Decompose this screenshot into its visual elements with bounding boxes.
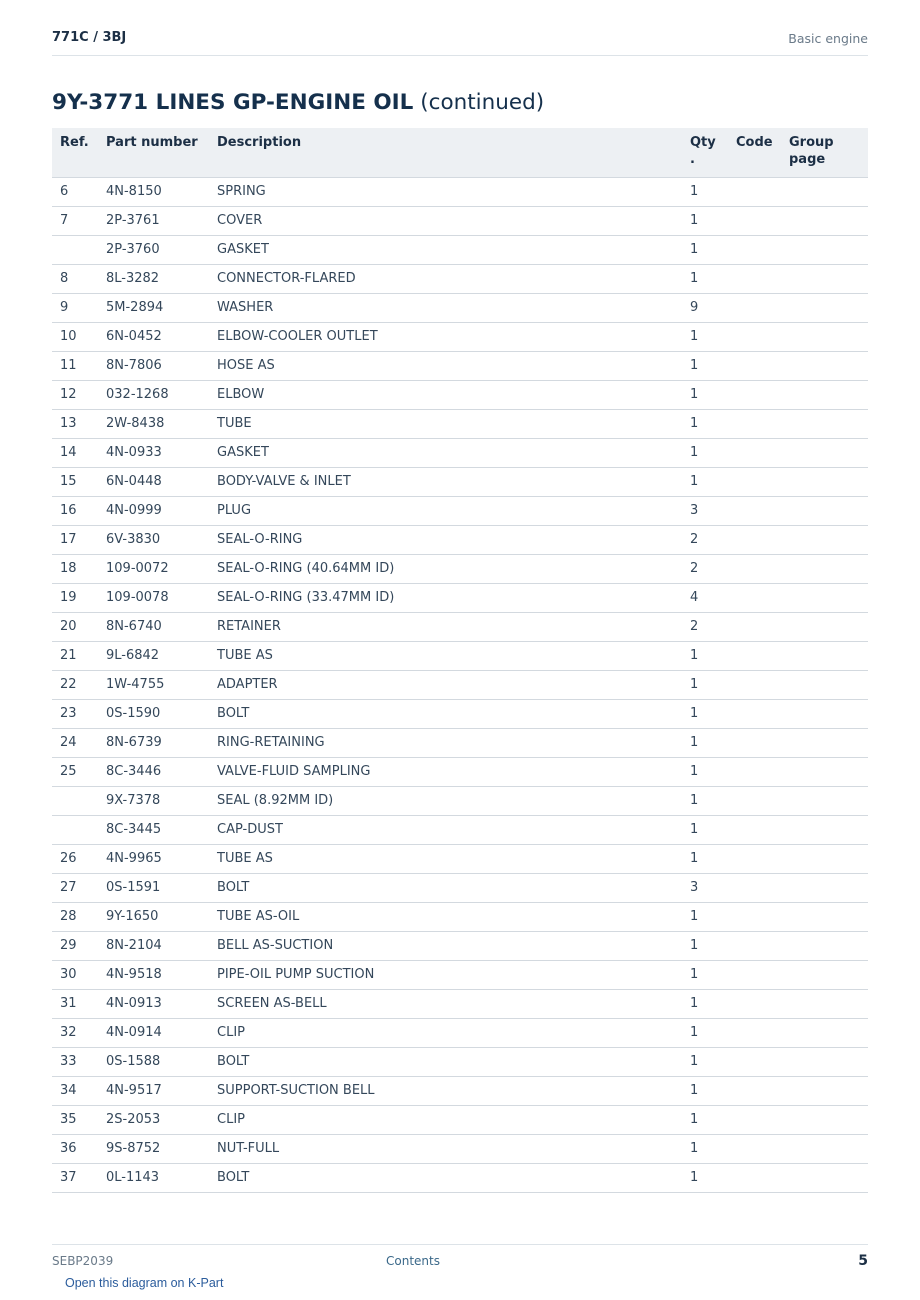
cell-description: ELBOW [209, 380, 682, 409]
cell-qty: 9 [682, 293, 728, 322]
cell-part-number: 032-1268 [98, 380, 209, 409]
contents-link[interactable]: Contents [386, 1254, 440, 1268]
cell-ref: 6 [52, 177, 98, 206]
cell-qty: 1 [682, 206, 728, 235]
cell-qty: 1 [682, 380, 728, 409]
cell-group-page [781, 670, 868, 699]
cell-code [728, 583, 781, 612]
cell-qty: 1 [682, 844, 728, 873]
cell-part-number: 9X-7378 [98, 786, 209, 815]
cell-ref: 9 [52, 293, 98, 322]
cell-qty: 1 [682, 1163, 728, 1192]
cell-code [728, 525, 781, 554]
cell-group-page [781, 583, 868, 612]
cell-code [728, 699, 781, 728]
cell-description: TUBE AS-OIL [209, 902, 682, 931]
table-row [52, 873, 868, 902]
cell-part-number: 8C-3445 [98, 815, 209, 844]
cell-group-page [781, 1163, 868, 1192]
cell-group-page [781, 235, 868, 264]
table-row [52, 699, 868, 728]
table-row [52, 670, 868, 699]
column-header-group-page: Group page [781, 128, 868, 177]
table-row [52, 235, 868, 264]
cell-ref: 24 [52, 728, 98, 757]
cell-ref: 35 [52, 1105, 98, 1134]
cell-description: SEAL-O-RING (40.64MM ID) [209, 554, 682, 583]
page-footer [52, 1244, 868, 1277]
cell-ref: 25 [52, 757, 98, 786]
cell-part-number: 8N-7806 [98, 351, 209, 380]
cell-code [728, 612, 781, 641]
cell-qty: 1 [682, 264, 728, 293]
table-row [52, 844, 868, 873]
cell-group-page [781, 1076, 868, 1105]
table-row [52, 1105, 868, 1134]
table-row [52, 757, 868, 786]
cell-group-page [781, 351, 868, 380]
cell-code [728, 554, 781, 583]
title-suffix: (continued) [420, 90, 545, 115]
cell-group-page [781, 844, 868, 873]
table-row [52, 322, 868, 351]
parts-table [52, 128, 868, 1193]
cell-qty: 1 [682, 1076, 728, 1105]
cell-group-page [781, 699, 868, 728]
cell-code [728, 496, 781, 525]
table-body [52, 177, 868, 1192]
cell-ref: 22 [52, 670, 98, 699]
cell-part-number: 2P-3761 [98, 206, 209, 235]
cell-ref: 14 [52, 438, 98, 467]
cell-description: ELBOW-COOLER OUTLET [209, 322, 682, 351]
cell-code [728, 757, 781, 786]
cell-description: SCREEN AS-BELL [209, 989, 682, 1018]
table-row [52, 583, 868, 612]
table-row [52, 554, 868, 583]
cell-ref: 11 [52, 351, 98, 380]
cell-description: ADAPTER [209, 670, 682, 699]
cell-qty: 2 [682, 612, 728, 641]
cell-part-number: 8N-2104 [98, 931, 209, 960]
cell-group-page [781, 438, 868, 467]
cell-qty: 1 [682, 902, 728, 931]
table-row [52, 786, 868, 815]
cell-code [728, 467, 781, 496]
cell-ref: 37 [52, 1163, 98, 1192]
cell-description: CONNECTOR-FLARED [209, 264, 682, 293]
cell-group-page [781, 1134, 868, 1163]
cell-qty: 1 [682, 757, 728, 786]
table-row [52, 960, 868, 989]
cell-code [728, 1047, 781, 1076]
cell-qty: 1 [682, 960, 728, 989]
column-header-description: Description [209, 128, 682, 177]
cell-qty: 1 [682, 815, 728, 844]
table-row [52, 902, 868, 931]
cell-part-number: 8N-6740 [98, 612, 209, 641]
table-row [52, 1134, 868, 1163]
open-k-part-link[interactable]: Open this diagram on K-Part [65, 1276, 224, 1290]
cell-part-number: 2P-3760 [98, 235, 209, 264]
cell-code [728, 728, 781, 757]
cell-code [728, 1134, 781, 1163]
cell-description: TUBE AS [209, 844, 682, 873]
cell-part-number: 9S-8752 [98, 1134, 209, 1163]
section-name: Basic engine [788, 31, 868, 46]
cell-ref: 13 [52, 409, 98, 438]
cell-qty: 1 [682, 699, 728, 728]
cell-qty: 2 [682, 525, 728, 554]
table-row [52, 467, 868, 496]
cell-group-page [781, 873, 868, 902]
cell-description: CLIP [209, 1018, 682, 1047]
cell-code [728, 380, 781, 409]
table-row [52, 989, 868, 1018]
cell-ref: 17 [52, 525, 98, 554]
table-row [52, 525, 868, 554]
cell-part-number: 6N-0452 [98, 322, 209, 351]
cell-qty: 1 [682, 931, 728, 960]
cell-group-page [781, 496, 868, 525]
page-header [52, 28, 868, 56]
cell-part-number: 2S-2053 [98, 1105, 209, 1134]
cell-ref: 21 [52, 641, 98, 670]
page-title [52, 90, 544, 115]
cell-part-number: 9Y-1650 [98, 902, 209, 931]
cell-part-number: 9L-6842 [98, 641, 209, 670]
cell-code [728, 409, 781, 438]
cell-code [728, 1076, 781, 1105]
cell-group-page [781, 409, 868, 438]
cell-description: VALVE-FLUID SAMPLING [209, 757, 682, 786]
cell-description: BOLT [209, 1163, 682, 1192]
cell-code [728, 641, 781, 670]
cell-qty: 1 [682, 322, 728, 351]
column-header-qty: Qty . [682, 128, 728, 177]
table-row [52, 351, 868, 380]
title-main: 9Y-3771 LINES GP-ENGINE OIL [52, 90, 414, 115]
column-header-code: Code [728, 128, 781, 177]
cell-group-page [781, 728, 868, 757]
table-row [52, 1163, 868, 1192]
cell-part-number: 4N-0999 [98, 496, 209, 525]
cell-code [728, 670, 781, 699]
cell-qty: 1 [682, 641, 728, 670]
table-row [52, 380, 868, 409]
column-header-part-number: Part number [98, 128, 209, 177]
cell-description: BOLT [209, 1047, 682, 1076]
cell-ref: 23 [52, 699, 98, 728]
cell-code [728, 351, 781, 380]
cell-ref: 12 [52, 380, 98, 409]
cell-part-number: 4N-9965 [98, 844, 209, 873]
cell-part-number: 0S-1590 [98, 699, 209, 728]
table-header-row [52, 128, 868, 177]
cell-code [728, 206, 781, 235]
cell-ref: 19 [52, 583, 98, 612]
cell-group-page [781, 902, 868, 931]
cell-description: SEAL-O-RING (33.47MM ID) [209, 583, 682, 612]
cell-description: SPRING [209, 177, 682, 206]
cell-code [728, 322, 781, 351]
cell-ref [52, 786, 98, 815]
cell-ref: 15 [52, 467, 98, 496]
cell-part-number: 0S-1588 [98, 1047, 209, 1076]
cell-group-page [781, 467, 868, 496]
cell-part-number: 8N-6739 [98, 728, 209, 757]
cell-code [728, 438, 781, 467]
model-code: 771C / 3BJ [52, 30, 127, 45]
table-row [52, 438, 868, 467]
table-row [52, 815, 868, 844]
cell-part-number: 4N-9517 [98, 1076, 209, 1105]
cell-description: WASHER [209, 293, 682, 322]
cell-group-page [781, 380, 868, 409]
table-row [52, 1076, 868, 1105]
cell-part-number: 109-0072 [98, 554, 209, 583]
table-row [52, 612, 868, 641]
cell-ref: 18 [52, 554, 98, 583]
cell-code [728, 902, 781, 931]
cell-group-page [781, 525, 868, 554]
cell-code [728, 960, 781, 989]
cell-qty: 1 [682, 409, 728, 438]
cell-ref: 32 [52, 1018, 98, 1047]
table-row [52, 1018, 868, 1047]
cell-ref [52, 815, 98, 844]
cell-description: BELL AS-SUCTION [209, 931, 682, 960]
cell-ref: 31 [52, 989, 98, 1018]
cell-ref [52, 235, 98, 264]
table-row [52, 1047, 868, 1076]
cell-group-page [781, 1105, 868, 1134]
table-row [52, 293, 868, 322]
cell-ref: 28 [52, 902, 98, 931]
cell-description: HOSE AS [209, 351, 682, 380]
cell-ref: 30 [52, 960, 98, 989]
cell-description: GASKET [209, 235, 682, 264]
cell-ref: 36 [52, 1134, 98, 1163]
cell-code [728, 293, 781, 322]
cell-ref: 16 [52, 496, 98, 525]
cell-part-number: 4N-0933 [98, 438, 209, 467]
cell-group-page [781, 1018, 868, 1047]
cell-ref: 26 [52, 844, 98, 873]
table-row [52, 206, 868, 235]
cell-description: SUPPORT-SUCTION BELL [209, 1076, 682, 1105]
column-header-ref: Ref. [52, 128, 98, 177]
table-row [52, 931, 868, 960]
cell-qty: 1 [682, 728, 728, 757]
cell-qty: 1 [682, 351, 728, 380]
cell-group-page [781, 322, 868, 351]
cell-code [728, 1163, 781, 1192]
cell-group-page [781, 989, 868, 1018]
cell-ref: 34 [52, 1076, 98, 1105]
cell-part-number: 1W-4755 [98, 670, 209, 699]
cell-description: SEAL (8.92MM ID) [209, 786, 682, 815]
cell-qty: 1 [682, 1134, 728, 1163]
cell-description: BOLT [209, 873, 682, 902]
cell-group-page [781, 206, 868, 235]
cell-qty: 1 [682, 1105, 728, 1134]
cell-group-page [781, 1047, 868, 1076]
cell-part-number: 4N-0913 [98, 989, 209, 1018]
cell-part-number: 0L-1143 [98, 1163, 209, 1192]
cell-qty: 1 [682, 670, 728, 699]
cell-group-page [781, 554, 868, 583]
cell-group-page [781, 264, 868, 293]
cell-ref: 27 [52, 873, 98, 902]
cell-code [728, 1105, 781, 1134]
cell-qty: 1 [682, 235, 728, 264]
cell-code [728, 786, 781, 815]
cell-code [728, 264, 781, 293]
table-row [52, 177, 868, 206]
cell-group-page [781, 960, 868, 989]
table-row [52, 264, 868, 293]
cell-part-number: 2W-8438 [98, 409, 209, 438]
cell-description: TUBE [209, 409, 682, 438]
cell-qty: 3 [682, 873, 728, 902]
cell-part-number: 109-0078 [98, 583, 209, 612]
cell-qty: 1 [682, 467, 728, 496]
document-id: SEBP2039 [52, 1254, 114, 1268]
cell-qty: 1 [682, 177, 728, 206]
cell-group-page [781, 815, 868, 844]
cell-description: BOLT [209, 699, 682, 728]
cell-qty: 3 [682, 496, 728, 525]
cell-description: RING-RETAINING [209, 728, 682, 757]
cell-description: GASKET [209, 438, 682, 467]
cell-group-page [781, 931, 868, 960]
cell-group-page [781, 177, 868, 206]
cell-part-number: 6N-0448 [98, 467, 209, 496]
cell-part-number: 8L-3282 [98, 264, 209, 293]
cell-group-page [781, 612, 868, 641]
cell-part-number: 5M-2894 [98, 293, 209, 322]
cell-qty: 1 [682, 989, 728, 1018]
cell-description: BODY-VALVE & INLET [209, 467, 682, 496]
cell-description: COVER [209, 206, 682, 235]
page-number: 5 [858, 1253, 868, 1269]
cell-description: CLIP [209, 1105, 682, 1134]
cell-code [728, 873, 781, 902]
table-row [52, 409, 868, 438]
cell-ref: 10 [52, 322, 98, 351]
cell-part-number: 6V-3830 [98, 525, 209, 554]
cell-description: PIPE-OIL PUMP SUCTION [209, 960, 682, 989]
cell-code [728, 931, 781, 960]
cell-description: PLUG [209, 496, 682, 525]
cell-description: SEAL-O-RING [209, 525, 682, 554]
cell-qty: 1 [682, 1018, 728, 1047]
cell-code [728, 1018, 781, 1047]
cell-group-page [781, 757, 868, 786]
cell-group-page [781, 786, 868, 815]
cell-part-number: 0S-1591 [98, 873, 209, 902]
cell-group-page [781, 293, 868, 322]
cell-qty: 1 [682, 786, 728, 815]
table-row [52, 496, 868, 525]
cell-qty: 4 [682, 583, 728, 612]
table-row [52, 641, 868, 670]
cell-qty: 1 [682, 438, 728, 467]
cell-code [728, 844, 781, 873]
cell-ref: 8 [52, 264, 98, 293]
cell-part-number: 4N-0914 [98, 1018, 209, 1047]
cell-description: NUT-FULL [209, 1134, 682, 1163]
cell-part-number: 4N-8150 [98, 177, 209, 206]
cell-code [728, 177, 781, 206]
cell-description: CAP-DUST [209, 815, 682, 844]
cell-ref: 29 [52, 931, 98, 960]
cell-code [728, 989, 781, 1018]
cell-part-number: 8C-3446 [98, 757, 209, 786]
cell-qty: 2 [682, 554, 728, 583]
cell-description: RETAINER [209, 612, 682, 641]
cell-group-page [781, 641, 868, 670]
cell-ref: 20 [52, 612, 98, 641]
cell-description: TUBE AS [209, 641, 682, 670]
cell-part-number: 4N-9518 [98, 960, 209, 989]
cell-ref: 33 [52, 1047, 98, 1076]
cell-ref: 7 [52, 206, 98, 235]
table-row [52, 728, 868, 757]
cell-qty: 1 [682, 1047, 728, 1076]
cell-code [728, 235, 781, 264]
cell-code [728, 815, 781, 844]
